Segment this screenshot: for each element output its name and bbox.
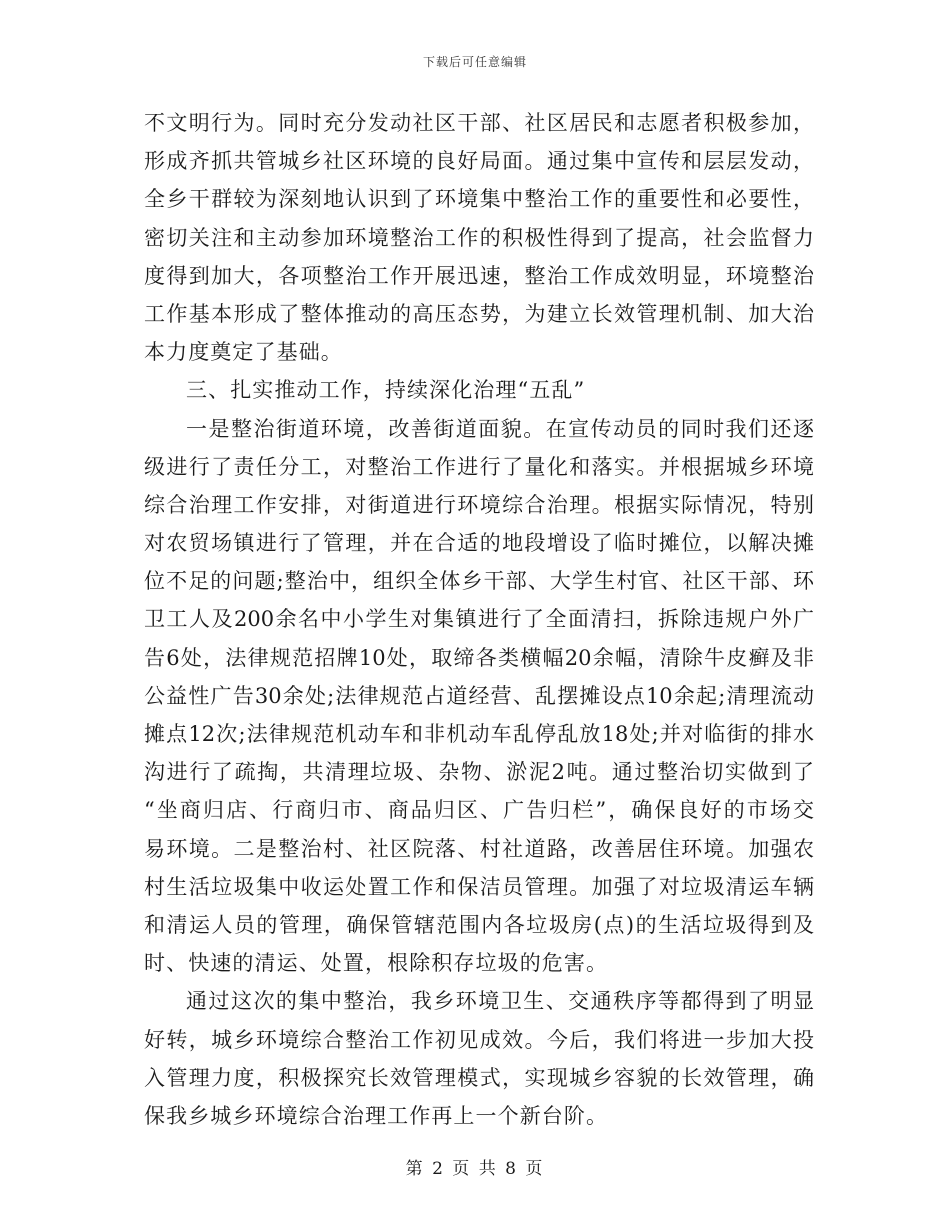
body-line: 本力度奠定了基础。 bbox=[144, 340, 343, 365]
body-line: 好转，城乡环境综合整治工作初见成效。今后，我们将进一步加大投 bbox=[144, 1027, 814, 1052]
body-line: 工作基本形成了整体推动的高压态势，为建立长效管理机制、加大治 bbox=[144, 301, 814, 326]
body-line: 易环境。二是整治村、社区院落、村社道路，改善居住环境。加强农 bbox=[144, 836, 814, 861]
body-line: 对农贸场镇进行了管理，并在合适的地段增设了临时摊位，以解决摊 bbox=[144, 531, 814, 556]
body-line: 不文明行为。同时充分发动社区干部、社区居民和志愿者积极参加， bbox=[144, 111, 814, 135]
body-line: 位不足的问题;整治中，组织全体乡干部、大学生村官、社区干部、环 bbox=[144, 569, 814, 594]
body-line: 摊点12次;法律规范机动车和非机动车乱停乱放18处;并对临街的排水 bbox=[144, 722, 814, 746]
body-line: 一是整治街道环境，改善街道面貌。在宣传动员的同时我们还逐 bbox=[186, 416, 814, 441]
body-line: “坐商归店、行商归市、商品归区、广告归栏”，确保良好的市场交 bbox=[144, 798, 814, 823]
body-line: 通过这次的集中整治，我乡环境卫生、交通秩序等都得到了明显 bbox=[186, 989, 814, 1014]
body-line: 形成齐抓共管城乡社区环境的良好局面。通过集中宣传和层层发动， bbox=[144, 149, 814, 174]
body-line: 沟进行了疏掏，共清理垃圾、杂物、淤泥2吨。通过整治切实做到了 bbox=[144, 760, 814, 785]
document-body bbox=[144, 104, 814, 1135]
body-line: 度得到加大，各项整治工作开展迅速，整治工作成效明显，环境整治 bbox=[144, 263, 814, 288]
body-line: 告6处，法律规范招牌10处，取缔各类横幅20余幅，清除牛皮癣及非 bbox=[144, 645, 814, 670]
section-heading: 三、扎实推动工作，持续深化治理“五乱” bbox=[186, 378, 586, 403]
body-line: 综合治理工作安排，对街道进行环境综合治理。根据实际情况，特别 bbox=[144, 492, 814, 517]
body-line: 卫工人及200余名中小学生对集镇进行了全面清扫，拆除违规户外广 bbox=[144, 607, 814, 632]
page-header: 下载后可任意编辑 bbox=[422, 55, 527, 69]
body-line: 时、快速的清运、处置，根除积存垃圾的危害。 bbox=[144, 951, 609, 976]
body-line: 级进行了责任分工，对整治工作进行了量化和落实。并根据城乡环境 bbox=[144, 454, 814, 479]
body-line: 密切关注和主动参加环境整治工作的积极性得到了提高，社会监督力 bbox=[144, 225, 814, 250]
body-line: 村生活垃圾集中收运处置工作和保洁员管理。加强了对垃圾清运车辆 bbox=[144, 874, 814, 899]
body-line: 和清运人员的管理，确保管辖范围内各垃圾房(点)的生活垃圾得到及 bbox=[144, 912, 814, 937]
body-line: 入管理力度，积极探究长效管理模式，实现城乡容貌的长效管理，确 bbox=[144, 1065, 814, 1090]
body-line: 公益性广告30余处;法律规范占道经营、乱摆摊设点10余起;清理流动 bbox=[144, 683, 814, 708]
body-line: 全乡干群较为深刻地认识到了环境集中整治工作的重要性和必要性， bbox=[144, 187, 814, 212]
page-number: 第 2 页 共 8 页 bbox=[405, 1159, 545, 1179]
body-line: 保我乡城乡环境综合治理工作再上一个新台阶。 bbox=[144, 1103, 609, 1128]
